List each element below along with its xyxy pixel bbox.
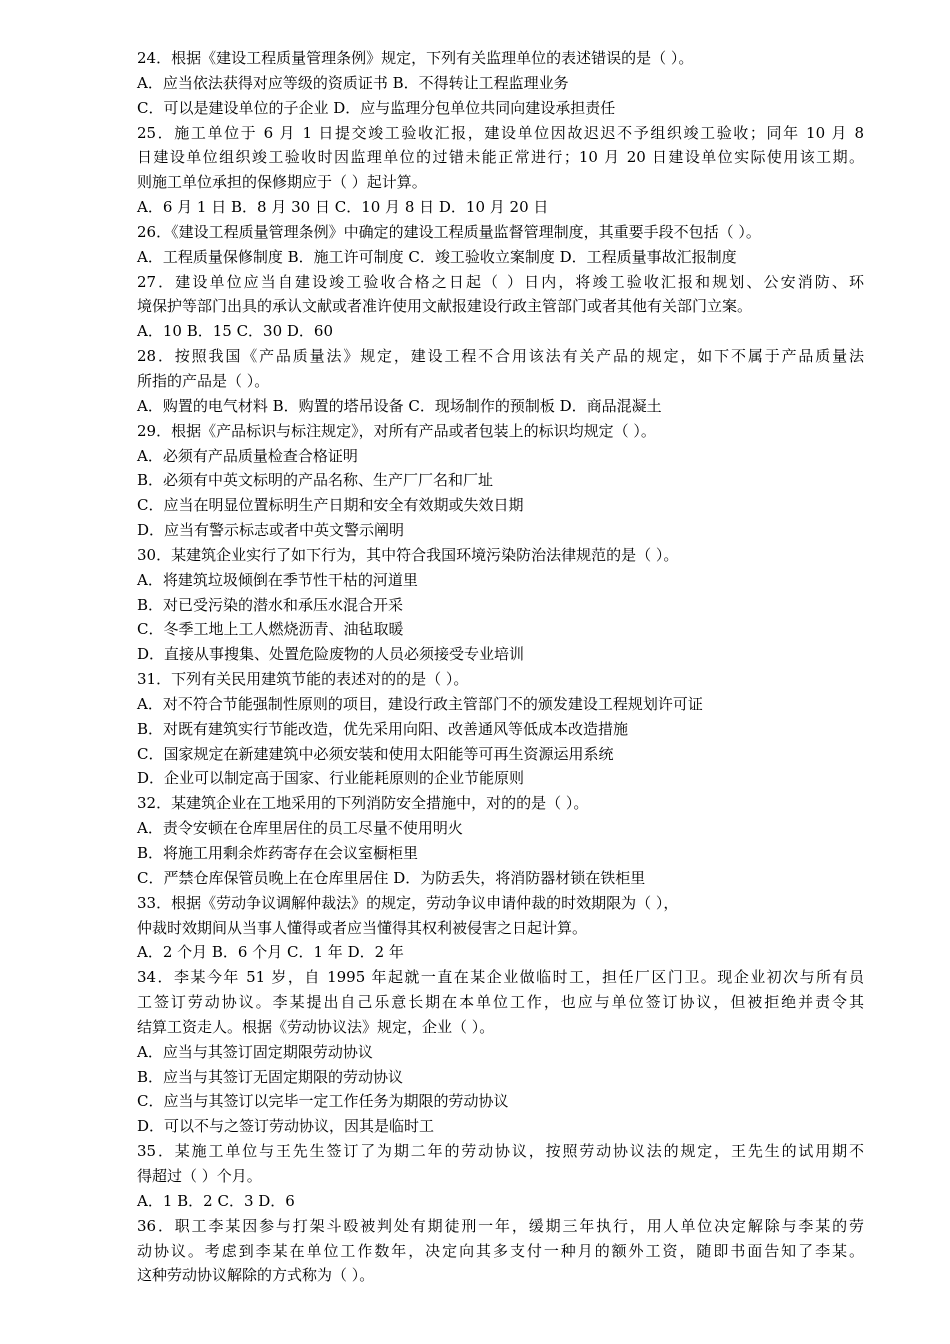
text-line: C．国家规定在新建建筑中必须安装和使用太阳能等可再生资源运用系统 bbox=[137, 744, 614, 763]
text-line: B．应当与其签订无固定期限的劳动协议 bbox=[137, 1067, 404, 1086]
text-line: A．应当依法获得对应等级的资质证书 B．不得转让工程监理业务 bbox=[137, 73, 569, 92]
text-line: 结算工资走人。根据《劳动协议法》规定，企业（ ）。 bbox=[137, 1017, 495, 1036]
text-line: 仲裁时效期间从当事人懂得或者应当懂得其权利被侵害之日起计算。 bbox=[137, 918, 588, 937]
text-line: A．将建筑垃圾倾倒在季节性干枯的河道里 bbox=[137, 570, 418, 589]
text-line: C．严禁仓库保管员晚上在仓库里居住 D．为防丢失，将消防器材锁在铁柜里 bbox=[137, 868, 646, 887]
text-line: C．应当在明显位置标明生产日期和安全有效期或失效日期 bbox=[137, 496, 524, 515]
text-line: A．10 B．15 C．30 D．60 bbox=[137, 322, 334, 341]
text-line: A．购置的电气材料 B．购置的塔吊设备 C．现场制作的预制板 D．商品混凝土 bbox=[137, 396, 662, 415]
text-line: 所指的产品是（ ）。 bbox=[137, 371, 270, 390]
text-line: 34．李某今年 51 岁，自 1995 年起就一直在某企业做临时工，担任厂区门卫。现企业初次与所有员 bbox=[137, 968, 864, 987]
text-line: B．将施工用剩余炸药寄存在会议室橱柜里 bbox=[137, 844, 419, 862]
text-line: 31．下列有关民用建筑节能的表述对的的是（ ）。 bbox=[137, 670, 469, 689]
text-line: 日建设单位组织竣工验收时因监理单位的过错未能正常进行；10 月 20 日建设单位实际使用该工期。 bbox=[137, 148, 864, 167]
text-line: 27．建设单位应当自建设竣工验收合格之日起（ ）日内，将竣工验收汇报和规划、公安消防、环 bbox=[137, 272, 864, 291]
text-line: C．应当与其签订以完毕一定工作任务为期限的劳动协议 bbox=[137, 1092, 509, 1111]
text-line: 24．根据《建设工程质量管理条例》规定，下列有关监理单位的表述错误的是（ ）。 bbox=[137, 49, 694, 67]
text-line: A．应当与其签订固定期限劳动协议 bbox=[137, 1042, 373, 1061]
text-line: B．对已受污染的潜水和承压水混合开采 bbox=[137, 595, 404, 614]
text-line: A．必须有产品质量检查合格证明 bbox=[137, 446, 358, 465]
text-line: A．对不符合节能强制性原则的项目，建设行政主管部门不的颁发建设工程规划许可证 bbox=[137, 694, 703, 713]
text-line: D．直接从事搜集、处置危险废物的人员必须接受专业培训 bbox=[137, 645, 525, 664]
text-line: A．6 月 1 日 B．8 月 30 日 C．10 月 8 日 D．10 月 20 日 bbox=[137, 198, 549, 217]
text-line: A．2 个月 B．6 个月 C．1 年 D．2 年 bbox=[137, 943, 404, 962]
text-line: A．责令安顿在仓库里居住的员工尽量不使用明火 bbox=[137, 819, 463, 838]
text-line: 工签订劳动协议。李某提出自己乐意长期在本单位工作，也应与单位签订协议，但被拒绝并责令其 bbox=[137, 993, 864, 1012]
text-line: 33．根据《劳动争议调解仲裁法》的规定，劳动争议申请仲裁的时效期限为（ ）， bbox=[137, 893, 679, 912]
text-line: 36．职工李某因参与打架斗殴被判处有期徒刑一年，缓期三年执行，用人单位决定解除与李某的劳 bbox=[137, 1216, 864, 1235]
text-line: 32．某建筑企业在工地采用的下列消防安全措施中，对的的是（ ）。 bbox=[137, 794, 589, 813]
text-line: 28．按照我国《产品质量法》规定，建设工程不合用该法有关产品的规定，如下不属于产品质量法 bbox=[137, 347, 864, 366]
text-line: 境保护等部门出具的承认文献或者准许使用文献报建设行政主管部门或者其他有关部门立案。 bbox=[137, 297, 753, 316]
text-line: 这种劳动协议解除的方式称为（ ）。 bbox=[137, 1266, 375, 1285]
text-line: 29．根据《产品标识与标注规定》，对所有产品或者包装上的标识均规定（ ）。 bbox=[137, 421, 656, 440]
text-line: 25．施工单位于 6 月 1 日提交竣工验收汇报，建设单位因故迟迟不予组织竣工验收；同年 10 月 8 bbox=[137, 123, 864, 142]
text-line: 30．某建筑企业实行了如下行为，其中符合我国环境污染防治法律规范的是（ ）。 bbox=[137, 545, 679, 564]
text-line: B．必须有中英文标明的产品名称、生产厂厂名和厂址 bbox=[137, 471, 494, 490]
text-line: 动协议。考虑到李某在单位工作数年，决定向其多支付一种月的额外工资，随即书面告知了李某。 bbox=[137, 1241, 864, 1260]
text-line: B．对既有建筑实行节能改造，优先采用向阳、改善通风等低成本改造措施 bbox=[137, 719, 629, 738]
text-line: D．可以不与之签订劳动协议，因其是临时工 bbox=[137, 1117, 435, 1136]
text-line: C．冬季工地上工人燃烧沥青、油毡取暖 bbox=[137, 620, 404, 639]
text-line: 35．某施工单位与王先生签订了为期二年的劳动协议，按照劳动协议法的规定，王先生的试用期不 bbox=[137, 1142, 864, 1161]
text-line: D．应当有警示标志或者中英文警示阐明 bbox=[137, 521, 405, 540]
text-line: 26．《建设工程质量管理条例》中确定的建设工程质量监督管理制度，其重要手段不包括（ ）。 bbox=[137, 222, 761, 241]
text-line: A．工程质量保修制度 B．施工许可制度 C．竣工验收立案制度 D．工程质量事故汇报制度 bbox=[137, 247, 737, 266]
text-line: 得超过（ ）个月。 bbox=[137, 1166, 262, 1185]
text-line: D．企业可以制定高于国家、行业能耗原则的企业节能原则 bbox=[137, 769, 525, 788]
text-line: C．可以是建设单位的子企业 D．应与监理分包单位共同向建设承担责任 bbox=[137, 98, 616, 117]
text-line: A．1 B．2 C．3 D．6 bbox=[137, 1191, 295, 1210]
text-line: 则施工单位承担的保修期应于（ ）起计算。 bbox=[137, 173, 427, 192]
